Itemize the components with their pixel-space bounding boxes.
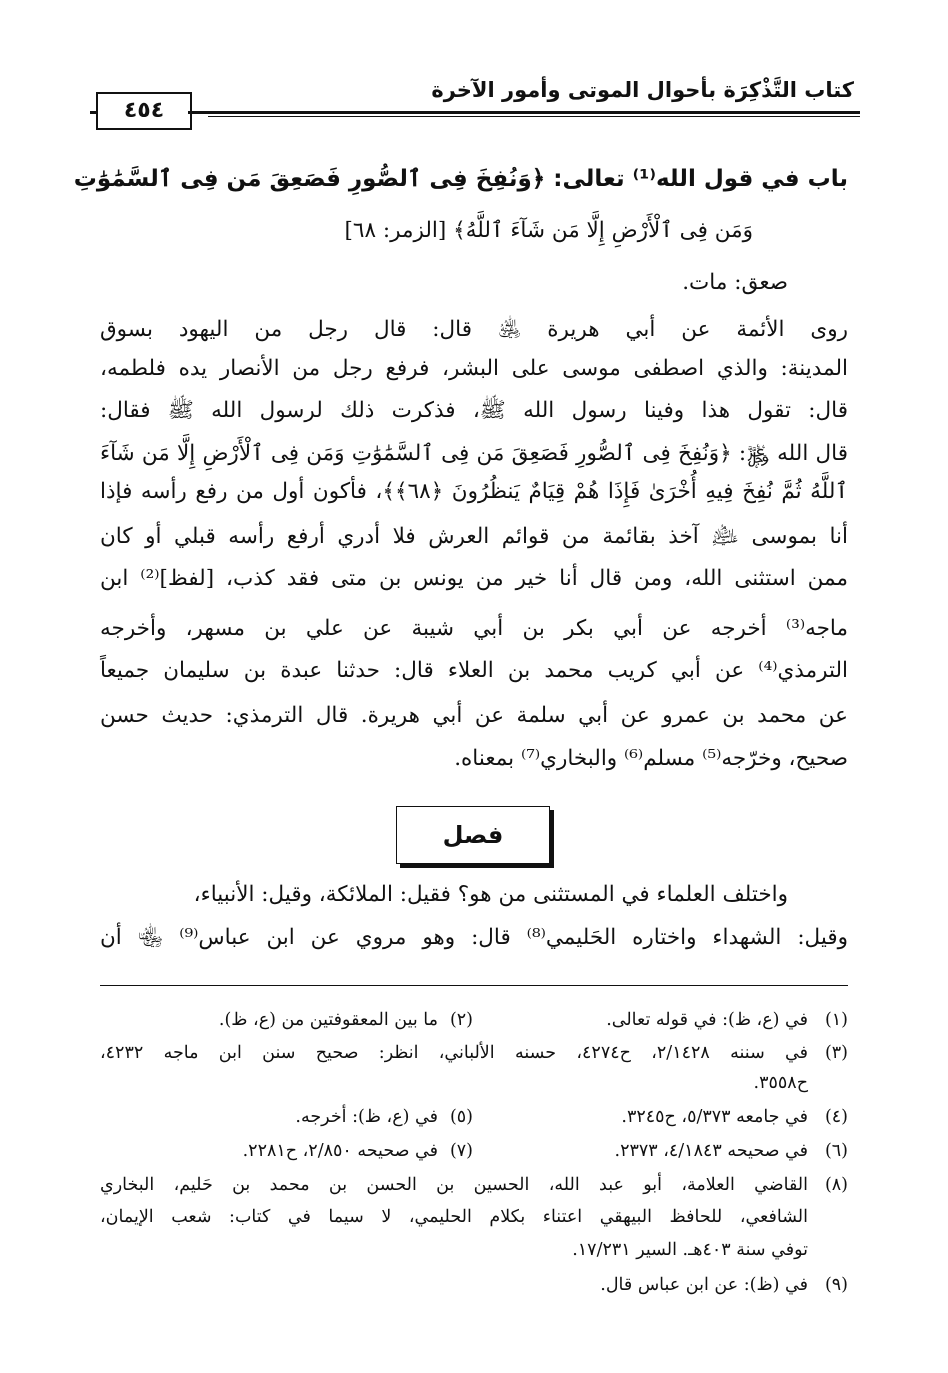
footnote-number: (٥) bbox=[449, 1107, 473, 1127]
paragraph-line: صحيح، وخرّجه⁽⁵⁾ مسلم⁽⁶⁾ والبخاري⁽⁷⁾ بمعناه. bbox=[454, 746, 848, 771]
footnote-separator bbox=[100, 985, 848, 986]
paragraph-line: وقيل: الشهداء واختاره الحَليمي⁽⁸⁾ قال: وهو مروي عن ابن عباس⁽⁹⁾ ﵄ أن bbox=[100, 925, 848, 950]
footnote-number: (٨) bbox=[824, 1175, 848, 1195]
footnote-text: في جامعه ٥/٣٧٣، ح٣٢٤٥. bbox=[621, 1107, 808, 1127]
paragraph-line: روى الأئمة عن أبي هريرة ﵁ قال: قال رجل من اليهود بسوق bbox=[100, 317, 848, 342]
footnote-number: (٤) bbox=[824, 1107, 848, 1127]
header-rule bbox=[208, 111, 860, 114]
header-rule-thin bbox=[208, 116, 860, 117]
running-header bbox=[90, 70, 860, 130]
footnote-text: في صحيحه ٤/١٨٤٣، ٢٣٧٣. bbox=[614, 1141, 808, 1161]
paragraph-line: المدينة: والذي اصطفى موسى على البشر، فرفع رجل من الأنصار يده فلطمه، bbox=[100, 356, 848, 381]
paragraph-line: الترمذي⁽⁴⁾ عن أبي كريب محمد بن العلاء قال: حدثنا عبدة بن سليمان جميعاً bbox=[100, 658, 848, 683]
footnote-text: ما بين المعقوفتين من (ع، ظ). bbox=[218, 1010, 438, 1030]
paragraph-line: أنا بموسى ﵇ آخذ بقائمة من قوائم العرش فلا أدري أرفع رأسه قبلي أو كان bbox=[100, 524, 848, 549]
paragraph-line: عن محمد بن عمرو عن أبي سلمة عن أبي هريرة. قال الترمذي: حديث حسن bbox=[100, 703, 848, 728]
chapter-title-line-2: وَمَن فِى ٱلْأَرْضِ إِلَّا مَن شَآءَ ٱللَّهُ﴾ [الزمر: ٦٨] bbox=[344, 218, 753, 243]
footnote-text: توفي سنة ٤٠٣هـ. السير ١٧/٢٣١. bbox=[572, 1240, 808, 1260]
footnote-text: في (ع، ظ): أخرجه. bbox=[295, 1107, 438, 1127]
section-heading-box bbox=[396, 806, 550, 864]
page-number: ٤٥٤ bbox=[96, 92, 192, 130]
footnote-text: الشافعي، للحافظ البيهقي اعتناء بكلام الحليمي، لا سيما في كتاب: شعب الإيمان، bbox=[100, 1207, 808, 1227]
footnote-text: في (ظ): عن ابن عباس قال. bbox=[600, 1275, 808, 1295]
footnote-number: (٧) bbox=[449, 1141, 473, 1161]
paragraph-line: قال: تقول هذا وفينا رسول الله ﷺ، فذكرت ذلك لرسول الله ﷺ فقال: bbox=[100, 398, 848, 423]
footnote-number: (٣) bbox=[824, 1043, 848, 1063]
footnote-text: في سننه ٢/١٤٢٨، ح٤٢٧٤، حسنه الألباني، انظر: صحيح سنن ابن ماجه ٤٢٣٢، bbox=[100, 1043, 809, 1063]
footnote-text: ح٣٥٥٨. bbox=[753, 1073, 808, 1093]
paragraph-line: واختلف العلماء في المستثنى من هو؟ فقيل: الملائكة، وقيل: الأنبياء، bbox=[193, 882, 788, 907]
section-heading: فصل bbox=[442, 821, 504, 849]
gloss: صعق: مات. bbox=[682, 270, 788, 295]
paragraph-line: ٱللَّهُ ثُمَّ نُفِخَ فِيهِ أُخْرَىٰ فَإِذَا هُمْ قِيَامٌ يَنظُرُونَ ﴿٦٨﴾﴾، فأكون أول من رفع رأسه فإذا bbox=[100, 479, 848, 504]
footnote-number: (١) bbox=[824, 1010, 848, 1030]
paragraph-line: ماجه⁽³⁾ أخرجه عن أبي بكر بن أبي شيبة عن علي بن مسهر، وأخرجه bbox=[100, 616, 848, 641]
footnote-number: (٩) bbox=[824, 1275, 848, 1295]
paragraph-line: قال الله ﷿: ﴿وَنُفِخَ فِى ٱلصُّورِ فَصَعِقَ مَن فِى ٱلسَّمَٰوَٰتِ وَمَن فِى ٱلْأَرْضِ إِلَّا مَن شَآءَ bbox=[100, 441, 848, 466]
book-title: كتاب التَّذْكِرَة بأحوال الموتى وأمور الآخرة bbox=[431, 78, 854, 102]
chapter-title-line-1: باب في قول الله⁽¹⁾ تعالى: ﴿وَنُفِخَ فِى ٱلصُّورِ فَصَعِقَ مَن فِى ٱلسَّمَٰوَٰتِ bbox=[73, 166, 848, 192]
footnote-text: في (ع، ظ): في قوله تعالى. bbox=[606, 1010, 808, 1030]
footnote-number: (٦) bbox=[824, 1141, 848, 1161]
footnote-text: القاضي العلامة، أبو عبد الله، الحسين بن الحسن بن محمد بن حَليم، البخاري bbox=[100, 1175, 808, 1195]
paragraph-line: ممن استثنى الله، ومن قال أنا خير من يونس بن متى فقد كذب، [لفظ]⁽²⁾ ابن bbox=[100, 566, 848, 591]
footnote-text: في صحيحه ٢/٨٥٠، ح٢٢٨١. bbox=[242, 1141, 438, 1161]
footnote-number: (٢) bbox=[449, 1010, 473, 1030]
